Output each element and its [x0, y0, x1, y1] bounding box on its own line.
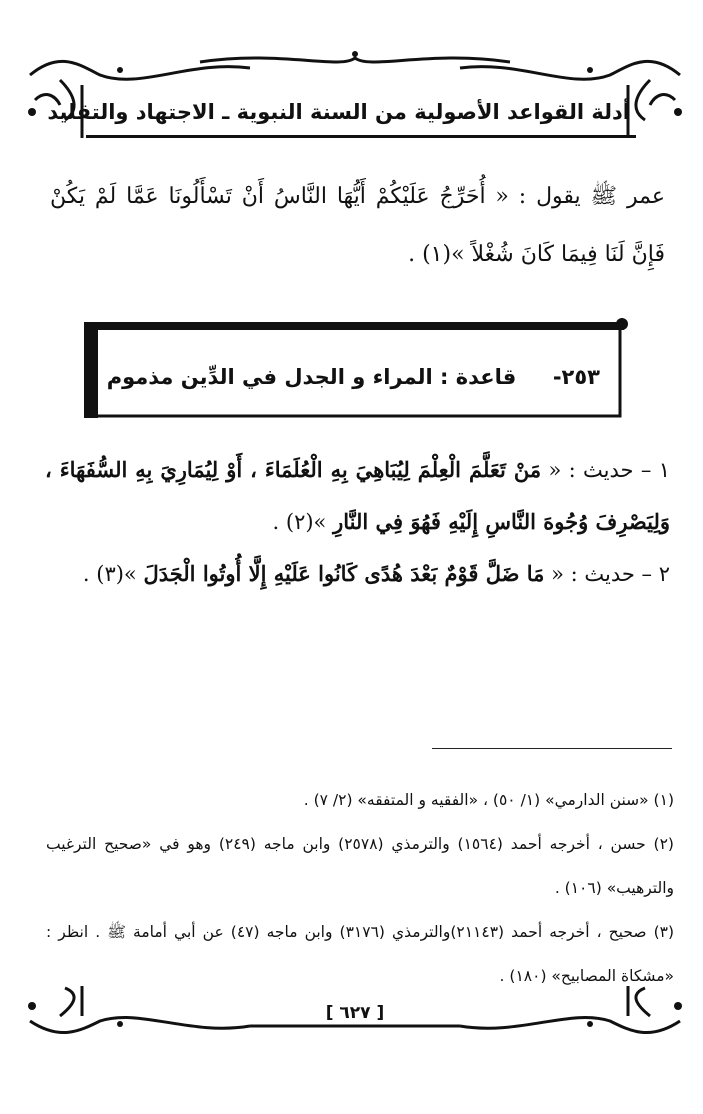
hadith-2-tail: »(٣) . — [82, 562, 144, 586]
footnotes — [46, 778, 674, 998]
rule-title — [106, 352, 600, 402]
hadith-1-lead: ١ – حديث : « — [541, 458, 670, 482]
hadith-2-text: مَا ضَلَّ قَوْمٌ بَعْدَ هُدًى كَانُوا عَلَيْهِ إِلَّا أُوتُوا الْجَدَلَ — [143, 561, 545, 586]
rule-title-text: قاعدة : المراء و الجدل في الدِّين مذموم — [106, 365, 517, 389]
footnote-3: (٣) صحيح ، أخرجه أحمد (٢١١٤٣)والترمذي (٣١٧٦) وابن ماجه (٤٧) عن أبي أمامة ﷺ . انظر : «مشكاة المصابيح» (١٨٠) . — [46, 923, 675, 985]
hadith-2-lead: ٢ – حديث : « — [544, 562, 670, 586]
footnote-2: (٢) حسن ، أخرجه أحمد (١٥٦٤) والترمذي (٢٥٧٨) وابن ماجه (٢٤٩) وهو في «صحيح الترغيب والترهيب» (١٠٦) . — [46, 835, 674, 897]
hadith-2 — [45, 548, 670, 600]
running-title: أدلة القواعد الأصولية من السنة النبوية ـ الاجتهاد والتقليد — [47, 100, 630, 124]
intro-paragraph: عمر ﷺ يقول : « أُحَرِّجُ عَلَيْكُمْ أَيُّهَا النَّاسُ أَنْ تَسْأَلُونَا عَمَّا لَمْ يَكُنْ فَإِنَّ لَنَا فِيمَا كَانَ شُغْلاً »(١) . — [50, 184, 665, 267]
page-number: [ ٦٢٧ ] — [325, 1003, 385, 1023]
header-rule — [86, 135, 636, 138]
hadith-1-tail: »(٢) . — [272, 510, 334, 534]
rule-number: ٢٥٣- — [552, 365, 600, 389]
footnote-1: (١) «سنن الدارمي» (١/ ٥٠) ، «الفقيه و المتفقه» (٢/ ٧) . — [303, 791, 674, 809]
hadith-1-text: مَنْ تَعَلَّمَ الْعِلْمَ لِيُبَاهِيَ بِهِ الْعُلَمَاءَ ، أَوْ لِيُمَارِيَ بِهِ السُّفَهَاءَ ، وَلِيَصْرِفَ وُجُوهَ النَّاسِ إِلَيْهِ فَهُوَ فِي النَّارِ — [45, 457, 670, 534]
footnote-separator — [432, 748, 672, 749]
hadith-1 — [45, 444, 670, 548]
